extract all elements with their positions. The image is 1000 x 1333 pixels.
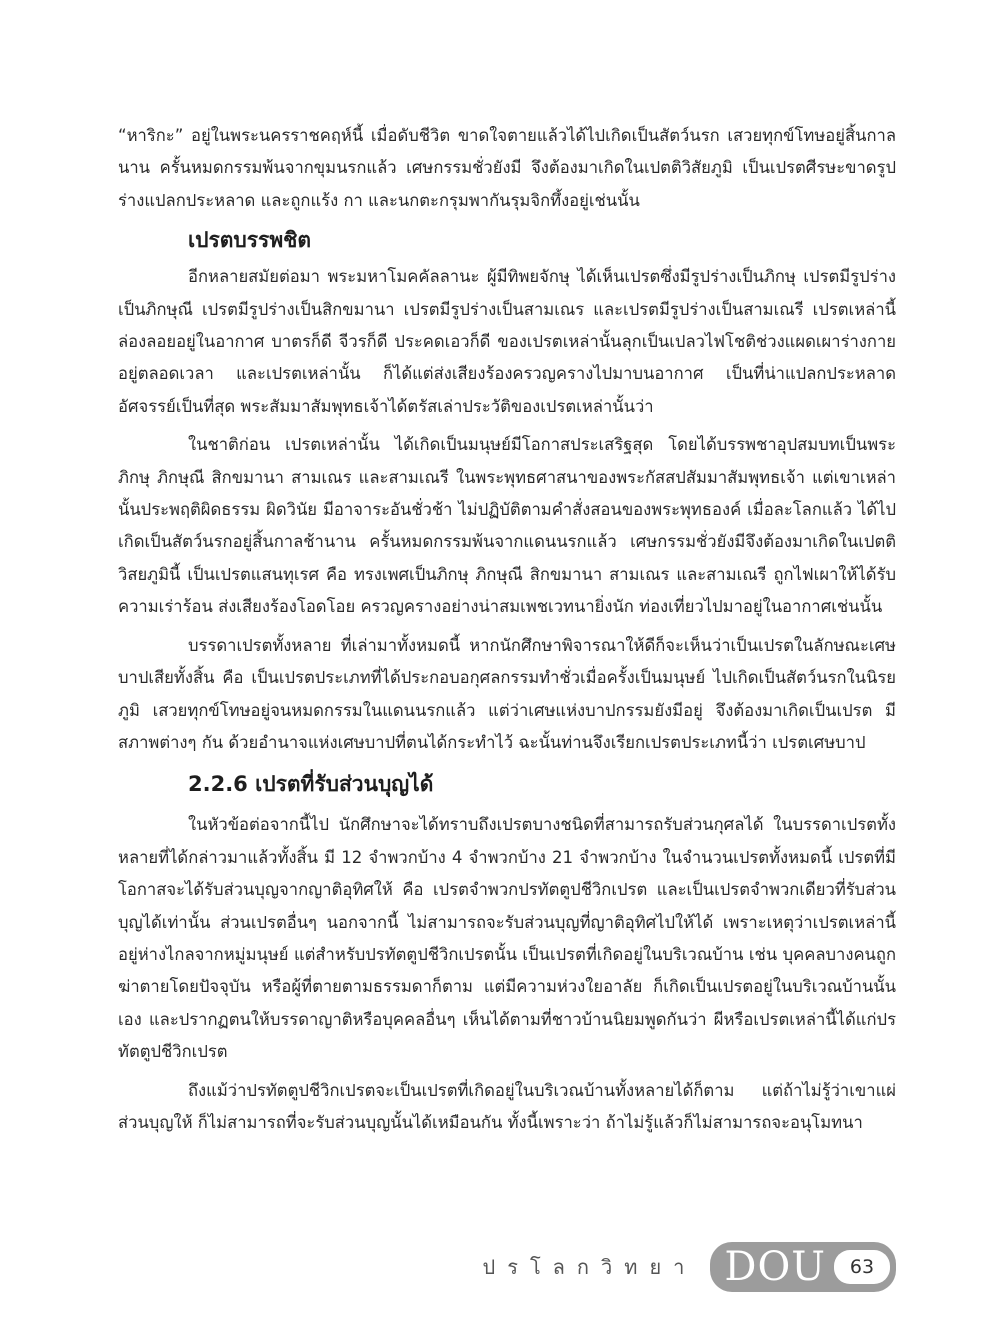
paragraph-harika: “หาริกะ” อยู่ในพระนครราชคฤห์นี้ เมื่อดับชีวิต ขาดใจตายแล้วได้ไปเกิดเป็นสัตว์นรก เสวยทุกข์โทษอยู่สิ้นกาลนาน ครั้นหมดกรรมพ้นจากขุมนรกแล้ว เศษกรรมชั่วยังมี จึงต้องมาเกิดในเปตติวิสัยภูมิ เป็นเปรตศีรษะขาดรูปร่างแปลกประหลาด และถูกแร้ง กา และนกตะกรุมพากันรุมจิกทึ้งอยู่เช่นนั้น [118,126,896,210]
page-content [118,120,896,1145]
paragraph-merit-receiving: ในหัวข้อต่อจากนี้ไป นักศึกษาจะได้ทราบถึงเปรตบางชนิดที่สามารถรับส่วนกุศลได้ ในบรรดาเปรตทั้งหลายที่ได้กล่าวมาแล้วทั้งสิ้น มี 12 จำพวกบ้าง 4 จำพวกบ้าง 21 จำพวกบ้าง ในจำนวนเปรตทั้งหมดนี้ เปรตที่มีโอกาสจะได้รับส่วนบุญจากญาติอุทิศให้ คือ เปรตจำพวกปรทัตตูปชีวิกเปรต และเป็นเปรตจำพวกเดียวที่รับส่วนบุญได้เท่านั้น ส่วนเปรตอื่นๆ นอกจากนี้ ไม่สามารถจะรับส่วนบุญที่ญาติอุทิศไปให้ได้ เพราะเหตุว่าเปรตเหล่านี้อยู่ห่างไกลจากหมู่มนุษย์ แต่สำหรับปรทัตตูปชีวิกเปรตนั้น เป็นเปรตที่เกิดอยู่ในบริเวณบ้าน เช่น บุคคลบางคนถูกฆ่าตายโดยปัจจุบัน หรือผู้ที่ตายตามธรรมดาก็ตาม แต่มีความห่วงใยอาลัย ก็เกิดเป็นเปรตอยู่ในบริเวณบ้านนั้นเอง และปรากฏตนให้บรรดาญาติหรือบุคคลอื่นๆ เห็นได้ตามที่ชาวบ้านนิยมพูดกันว่า ผีหรือเปรตเหล่านี้ได้แก่ปรทัตตูปชีวิกเปรต [118,815,896,1062]
paragraph-remnant-karma: บรรดาเปรตทั้งหลาย ที่เล่ามาทั้งหมดนี้ หากนักศึกษาพิจารณาให้ดีก็จะเห็นว่าเป็นเปรตในลักษณะเศษบาปเสียทั้งสิ้น คือ เป็นเปรตประเภทที่ได้ประกอบอกุศลกรรมทำชั่วเมื่อครั้งเป็นมนุษย์ ไปเกิดเป็นสัตว์นรกในนิรยภูมิ เสวยทุกข์โทษอยู่จนหมดกรรมในแดนนรกแล้ว แต่ว่าเศษแห่งบาปกรรมยังมีอยู่ จึงต้องมาเกิดเป็นเปรต มีสภาพต่างๆ กัน ด้วยอำนาจแห่งเศษบาปที่ตนได้กระทำไว้ ฉะนั้นท่านจึงเรียกเปรตประเภทนี้ว่า เปรตเศษบาป [118,635,896,752]
page-footer [483,1242,897,1292]
footer-course-title: ปรโลกวิทยา [482,1255,697,1279]
paragraph-moggallana: อีกหลายสมัยต่อมา พระมหาโมคคัลลานะ ผู้มีทิพยจักษุ ได้เห็นเปรตซึ่งมีรูปร่างเป็นภิกษุ เปรตมีรูปร่างเป็นภิกษุณี เปรตมีรูปร่างเป็นสิกขมานา เปรตมีรูปร่างเป็นสามเณร และเปรตมีรูปร่างเป็นสามเณรี เปรตเหล่านี้ล่องลอยอยู่ในอากาศ บาตรก็ดี จีวรก็ดี ประคดเอวก็ดี ของเปรตเหล่านั้นลุกเป็นเปลวไฟโชติช่วงแผดเผาร่างกายอยู่ตลอดเวลา และเปรตเหล่านั้น ก็ได้แต่ส่งเสียงร้องครวญครางไปมาบนอากาศ เป็นที่น่าแปลกประหลาดอัศจรรย์เป็นที่สุด พระสัมมาสัมพุทธเจ้าได้ตรัสเล่าประวัติของเปรตเหล่านั้นว่า [118,267,896,416]
heading-section-2-2-6: 2.2.6 เปรตที่รับส่วนบุญได้ [188,772,434,797]
page-number: 63 [834,1250,890,1284]
paragraph-previous-life: ในชาติก่อน เปรตเหล่านั้น ได้เกิดเป็นมนุษย์มีโอกาสประเสริฐสุด โดยได้บรรพชาอุปสมบทเป็นพระภิกษุ ภิกษุณี สิกขมานา สามเณร และสามเณรี ในพระพุทธศาสนาของพระกัสสปสัมมาสัมพุทธเจ้า แต่เขาเหล่านั้นประพฤติผิดธรรม ผิดวินัย มีอาจาระอันชั่วช้า ไม่ปฏิบัติตามคำสั่งสอนของพระพุทธองค์ เมื่อละโลกแล้ว ได้ไปเกิดเป็นสัตว์นรกอยู่สิ้นกาลช้านาน ครั้นหมดกรรมพ้นจากแดนนรกแล้ว เศษกรรมชั่วยังมีจึงต้องมาเกิดในเปตติวิสยภูมินี้ เป็นเปรตแสนทุเรศ คือ ทรงเพศเป็นภิกษุ ภิกษุณี สิกขมานา สามเณร และสามเณรี ถูกไฟเผาให้ได้รับความเร่าร้อน ส่งเสียงร้องโอดโอย ครวญครางอย่างน่าสมเพชเวทนายิ่งนัก ท่องเที่ยวไปมาอยู่ในอากาศเช่นนั้น [118,435,896,617]
dou-logo: DOU [724,1244,826,1290]
dou-badge [710,1242,896,1292]
heading-ordained-ghosts: เปรตบรรพชิต [188,228,312,253]
paragraph-dedication: ถึงแม้ว่าปรทัตตูปชีวิกเปรตจะเป็นเปรตที่เกิดอยู่ในบริเวณบ้านทั้งหลายได้ก็ตาม แต่ถ้าไม่รู้ว่าเขาแผ่ส่วนบุญให้ ก็ไม่สามารถที่จะรับส่วนบุญนั้นได้เหมือนกัน ทั้งนี้เพราะว่า ถ้าไม่รู้แล้วก็ไม่สามารถจะอนุโมทนา [118,1080,896,1132]
